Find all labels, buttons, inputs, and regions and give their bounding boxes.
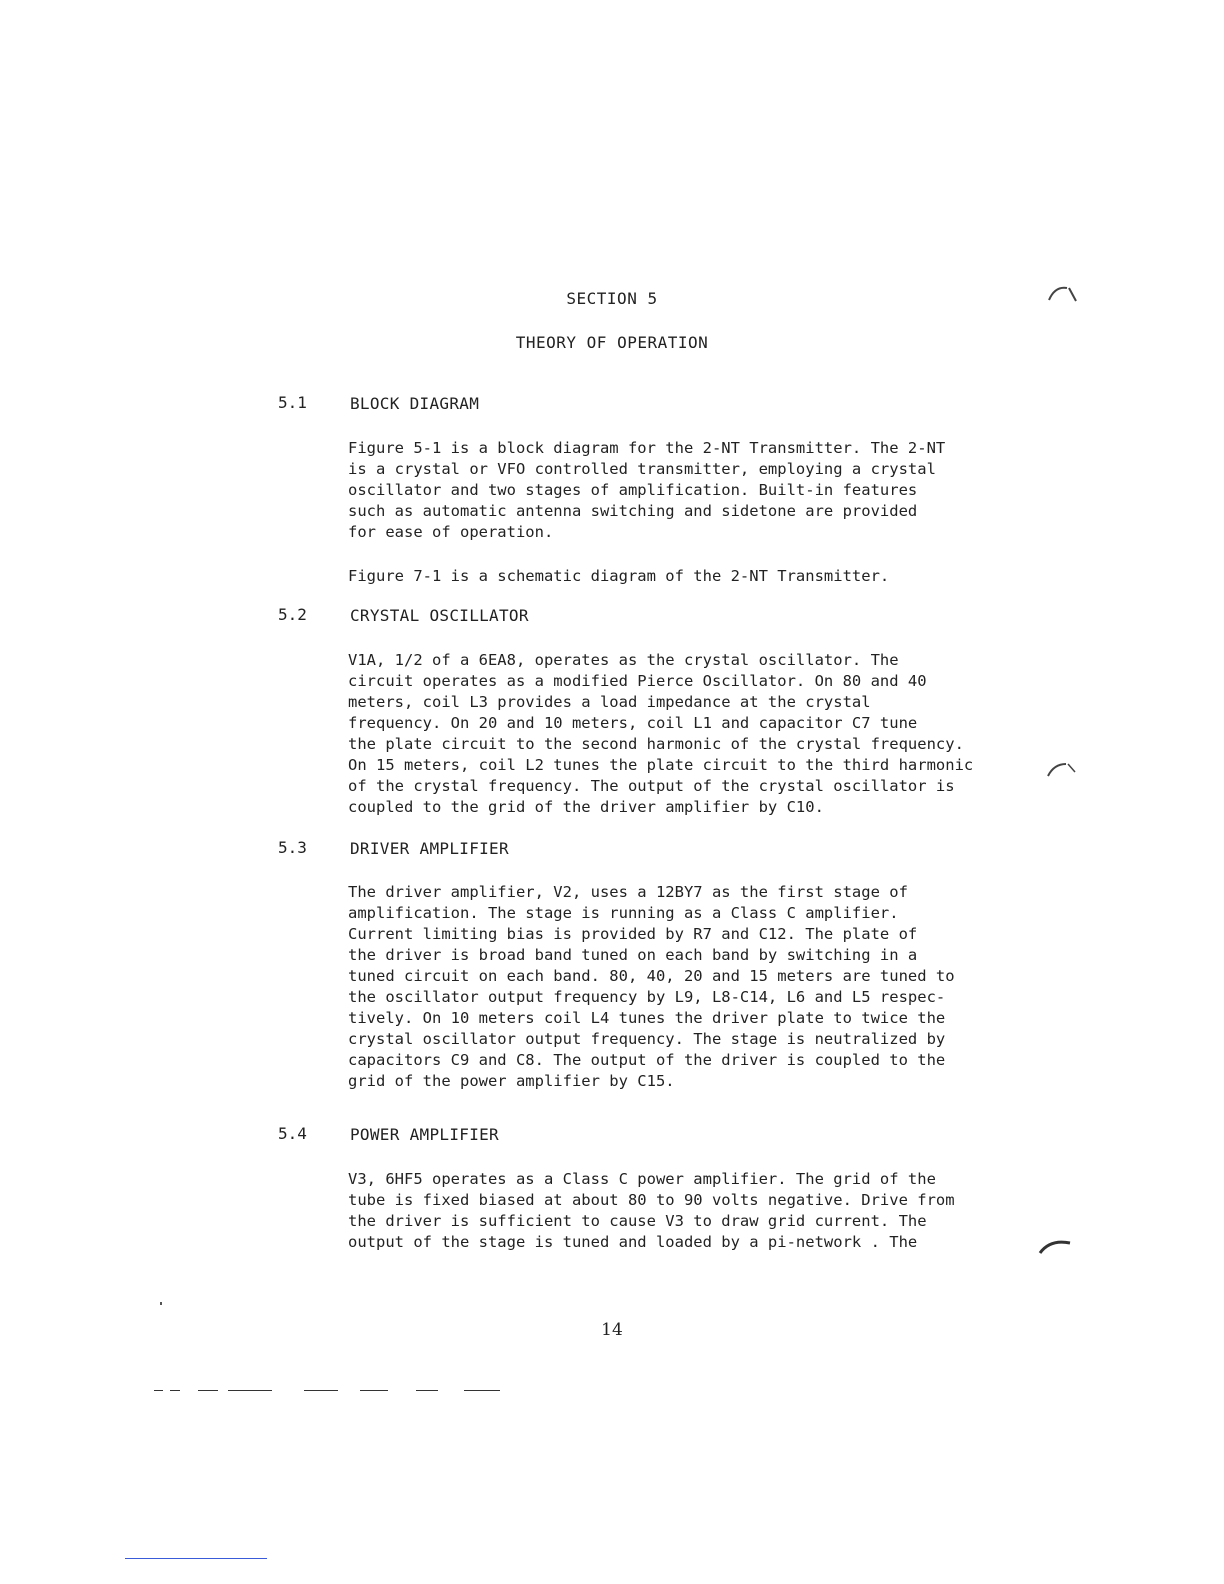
text-line: the oscillator output frequency by L9, L8-C14, L6 and L5 respec-: [348, 988, 946, 1006]
binder-mark-icon: [1045, 282, 1079, 304]
text-line: Figure 5-1 is a block diagram for the 2-NT Transmitter. The 2-NT: [348, 439, 946, 457]
paragraph: [348, 1169, 960, 1253]
text-line: meters, coil L3 provides a load impedance at the crystal: [348, 693, 871, 711]
text-line: the driver is broad band tuned on each band by switching in a: [348, 946, 918, 964]
text-line: for ease of operation.: [348, 523, 554, 541]
text-line: coupled to the grid of the driver amplifier by C10.: [348, 798, 824, 816]
paragraph: [348, 566, 960, 587]
text-line: circuit operates as a modified Pierce Oscillator. On 80 and 40: [348, 672, 927, 690]
section-title: DRIVER AMPLIFIER: [350, 839, 509, 858]
section-number: 5.2: [278, 605, 307, 624]
text-line: tuned circuit on each band. 80, 40, 20 and 15 meters are tuned to: [348, 967, 955, 985]
text-line: of the crystal frequency. The output of the crystal oscillator is: [348, 777, 955, 795]
text-line: output of the stage is tuned and loaded by a pi-network . The: [348, 1233, 918, 1251]
section-number: 5.1: [278, 393, 307, 412]
section-number: 5.3: [278, 838, 307, 857]
paragraph: [348, 882, 960, 1092]
page-number: 14: [601, 1320, 623, 1340]
text-line: grid of the power amplifier by C15.: [348, 1072, 675, 1090]
text-line: amplification. The stage is running as a Class C amplifier.: [348, 904, 899, 922]
binder-mark-icon: [1044, 758, 1078, 780]
section-title: BLOCK DIAGRAM: [350, 394, 480, 413]
paragraph: [348, 438, 960, 543]
text-line: Figure 7-1 is a schematic diagram of the 2-NT Transmitter.: [348, 567, 890, 585]
text-line: the plate circuit to the second harmonic of the crystal frequency.: [348, 735, 964, 753]
text-line: Current limiting bias is provided by R7 and C12. The plate of: [348, 925, 918, 943]
section-number: 5.4: [278, 1124, 307, 1143]
text-line: On 15 meters, coil L2 tunes the plate circuit to the third harmonic: [348, 756, 974, 774]
text-line: V3, 6HF5 operates as a Class C power amplifier. The grid of the: [348, 1170, 936, 1188]
scan-speck: [160, 1302, 162, 1305]
text-line: The driver amplifier, V2, uses a 12BY7 as the first stage of: [348, 883, 908, 901]
section-title: POWER AMPLIFIER: [350, 1125, 499, 1144]
text-line: such as automatic antenna switching and sidetone are provided: [348, 502, 918, 520]
text-line: V1A, 1/2 of a 6EA8, operates as the crystal oscillator. The: [348, 651, 899, 669]
page-title: THEORY OF OPERATION: [515, 333, 709, 352]
text-line: oscillator and two stages of amplification. Built-in features: [348, 481, 918, 499]
section-heading: SECTION 5: [566, 289, 658, 308]
binder-mark-icon: [1036, 1235, 1076, 1257]
text-line: is a crystal or VFO controlled transmitter, employing a crystal: [348, 460, 936, 478]
footer-rule: [125, 1558, 267, 1559]
text-line: capacitors C9 and C8. The output of the driver is coupled to the: [348, 1051, 946, 1069]
text-line: the driver is sufficient to cause V3 to draw grid current. The: [348, 1212, 927, 1230]
paragraph: [348, 650, 974, 818]
text-line: tively. On 10 meters coil L4 tunes the driver plate to twice the: [348, 1009, 946, 1027]
text-line: frequency. On 20 and 10 meters, coil L1 and capacitor C7 tune: [348, 714, 918, 732]
section-title: CRYSTAL OSCILLATOR: [350, 606, 529, 625]
text-line: tube is fixed biased at about 80 to 90 volts negative. Drive from: [348, 1191, 955, 1209]
text-line: crystal oscillator output frequency. The stage is neutralized by: [348, 1030, 946, 1048]
